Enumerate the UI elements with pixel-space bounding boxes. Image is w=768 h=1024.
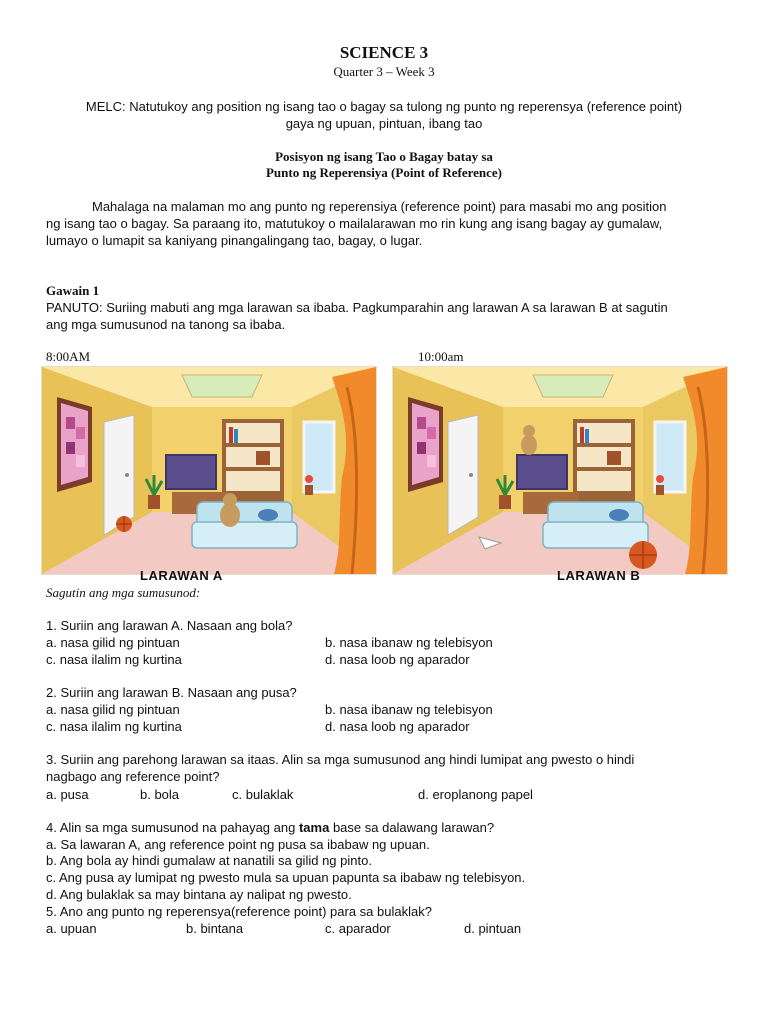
time-label-b: 10:00am [418, 349, 464, 364]
topic-title-line-1: Posisyon ng isang Tao o Bagay batay sa [275, 149, 493, 164]
page-subtitle: Quarter 3 – Week 3 [333, 64, 435, 79]
q4-choice-c[interactable]: c. Ang pusa ay lumipat ng pwesto mula sa upuan papunta sa ibabaw ng telebisyon. [46, 870, 526, 885]
q5-choice-d[interactable]: d. pintuan [464, 921, 522, 936]
q2-choice-b[interactable]: b. nasa ibanaw ng telebisyon [325, 702, 493, 717]
question-4-emphasis: tama [298, 820, 330, 835]
q4-choice-b[interactable]: b. Ang bola ay hindi gumalaw at nanatili sa gilid ng pinto. [46, 853, 372, 868]
q3-choice-b[interactable]: b. bola [140, 787, 180, 802]
question-4 [46, 819, 494, 836]
q3-choice-a[interactable]: a. pusa [46, 787, 89, 802]
q2-choice-c[interactable]: c. nasa ilalim ng kurtina [46, 719, 182, 734]
question-1: 1. Suriin ang larawan A. Nasaan ang bola? [46, 618, 293, 633]
room-svg-a [42, 367, 376, 574]
q1-choice-c[interactable]: c. nasa ilalim ng kurtina [46, 652, 182, 667]
topic-title-line-2: Punto ng Reperensiya (Point of Reference) [265, 165, 502, 180]
intro-line-1: Mahalaga na malaman mo ang punto ng reperensiya (reference point) para masabi mo ang position [92, 199, 667, 214]
question-4-text-after: base sa dalawang larawan? [329, 820, 495, 835]
melc-line-1: MELC: Natutukoy ang position ng isang tao o bagay sa tulong ng punto ng reperensya (reference point) [85, 99, 683, 114]
question-4-text-before: 4. Alin sa mga sumusunod na pahayag ang [46, 820, 299, 835]
q1-choice-d[interactable]: d. nasa loob ng aparador [325, 652, 470, 667]
room-svg-b [393, 367, 727, 574]
question-3-line-2: nagbago ang reference point? [46, 769, 220, 784]
question-5: 5. Ano ang punto ng reperensya(reference point) para sa bulaklak? [46, 904, 432, 919]
q1-choice-a[interactable]: a. nasa gilid ng pintuan [46, 635, 180, 650]
picture-label-b: LARAWAN B [557, 568, 641, 583]
q2-choice-a[interactable]: a. nasa gilid ng pintuan [46, 702, 180, 717]
q2-choice-d[interactable]: d. nasa loob ng aparador [325, 719, 470, 734]
q3-choice-c[interactable]: c. bulaklak [232, 787, 294, 802]
q5-choice-a[interactable]: a. upuan [46, 921, 97, 936]
intro-line-3: lumayo o lumapit sa kaniyang pinangalingang tao, bagay, o lugar. [46, 233, 423, 248]
picture-label-a: LARAWAN A [140, 568, 223, 583]
activity-heading: Gawain 1 [46, 283, 100, 298]
q3-choice-d[interactable]: d. eroplanong papel [418, 787, 533, 802]
q1-choice-b[interactable]: b. nasa ibanaw ng telebisyon [325, 635, 493, 650]
melc-line-2: gaya ng upuan, pintuan, ibang tao [285, 116, 483, 131]
question-3-line-1: 3. Suriin ang parehong larawan sa itaas. Alin sa mga sumusunod ang hindi lumipat ang pwesto o hindi [46, 752, 635, 767]
q5-choice-c[interactable]: c. aparador [325, 921, 391, 936]
answer-prompt: Sagutin ang mga sumusunod: [46, 585, 201, 600]
intro-line-2: ng isang tao o bagay. Sa paraang ito, matutukoy o mailalarawan mo rin kung ang isang bagay ay gumalaw, [46, 216, 663, 231]
room-illustration-b [392, 366, 728, 575]
q4-choice-d[interactable]: d. Ang bulaklak sa may bintana ay nalipat ng pwesto. [46, 887, 352, 902]
instruction-line-1: PANUTO: Suriing mabuti ang mga larawan sa ibaba. Pagkumparahin ang larawan A sa larawan B at sagutin [46, 300, 668, 315]
question-2: 2. Suriin ang larawan B. Nasaan ang pusa? [46, 685, 297, 700]
page-title: SCIENCE 3 [339, 43, 429, 62]
q5-choice-b[interactable]: b. bintana [186, 921, 244, 936]
instruction-line-2: ang mga sumusunod na tanong sa ibaba. [46, 317, 286, 332]
q4-choice-a[interactable]: a. Sa lawaran A, ang reference point ng pusa sa ibabaw ng upuan. [46, 837, 430, 852]
room-illustration-a [41, 366, 377, 575]
time-label-a: 8:00AM [46, 349, 91, 364]
